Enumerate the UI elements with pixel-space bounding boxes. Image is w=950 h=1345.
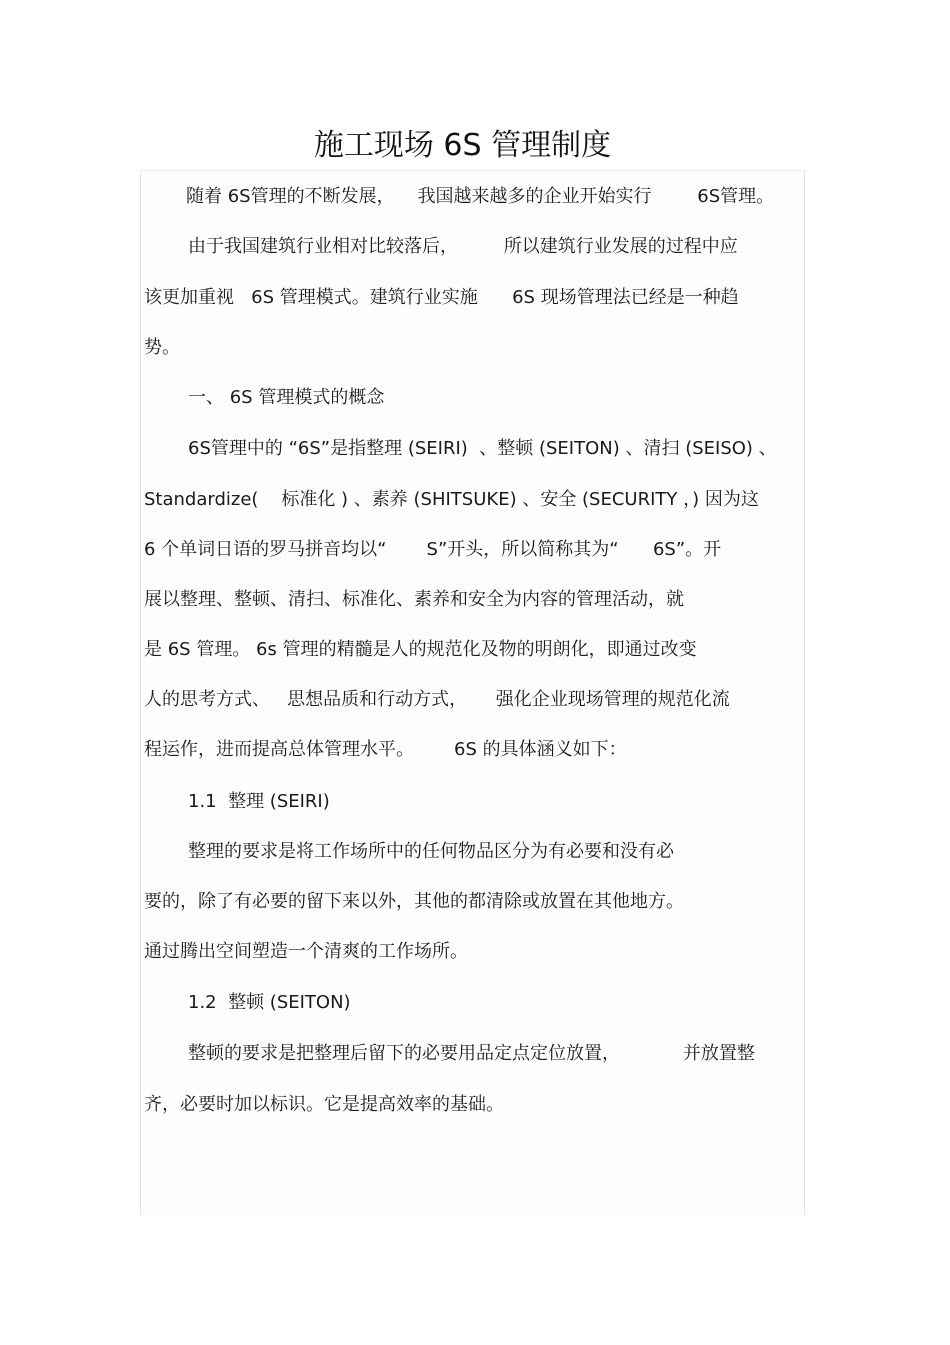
content-frame <box>140 170 805 1215</box>
paragraph-line: 要的，除了有必要的留下来以外，其他的都清除或放置在其他地方。 <box>144 891 684 912</box>
paragraph-line: 该更加重视 6S 管理模式。建筑行业实施 6S 现场管理法已经是一种趋 <box>144 287 739 308</box>
page-title: 施工现场 6S 管理制度 <box>313 128 612 163</box>
paragraph-line: 是 6S 管理。 6s 管理的精髓是人的规范化及物的明朗化，即通过改变 <box>144 639 697 660</box>
paragraph-line: 6 个单词日语的罗马拼音均以“ S”开头，所以简称其为“ 6S”。开 <box>144 539 722 560</box>
paragraph-line: 齐，必要时加以标识。它是提高效率的基础。 <box>144 1094 504 1115</box>
paragraph-line: 人的思考方式、 思想品质和行动方式， 强化企业现场管理的规范化流 <box>144 689 730 710</box>
paragraph-line: 势。 <box>144 337 180 358</box>
subsection-heading: 1.1 整理 (SEIRI) <box>188 791 330 812</box>
paragraph-line: 由于我国建筑行业相对比较落后， 所以建筑行业发展的过程中应 <box>188 236 738 257</box>
paragraph-line: 随着 6S管理的不断发展， 我国越来越多的企业开始实行 6S管理。 <box>186 186 775 207</box>
section-heading: 一、 6S 管理模式的概念 <box>188 387 385 408</box>
paragraph-line: 通过腾出空间塑造一个清爽的工作场所。 <box>144 941 468 962</box>
paragraph-line: 整顿的要求是把整理后留下的必要用品定点定位放置， 并放置整 <box>188 1043 755 1064</box>
paragraph-line: Standardize( 标准化 ) 、素养 (SHITSUKE) 、安全 (SECURITY ，) 因为这 <box>144 489 759 510</box>
paragraph-line: 整理的要求是将工作场所中的任何物品区分为有必要和没有必 <box>188 841 674 862</box>
paragraph-line: 程运作，进而提高总体管理水平。 6S 的具体涵义如下： <box>144 739 627 760</box>
paragraph-line: 6S管理中的 “6S”是指整理 (SEIRI) 、整顿 (SEITON) 、清扫 (SEISO) 、 <box>188 438 777 459</box>
paragraph-line: 展以整理、整顿、清扫、标准化、素养和安全为内容的管理活动，就 <box>144 589 684 610</box>
subsection-heading: 1.2 整顿 (SEITON) <box>188 992 351 1013</box>
